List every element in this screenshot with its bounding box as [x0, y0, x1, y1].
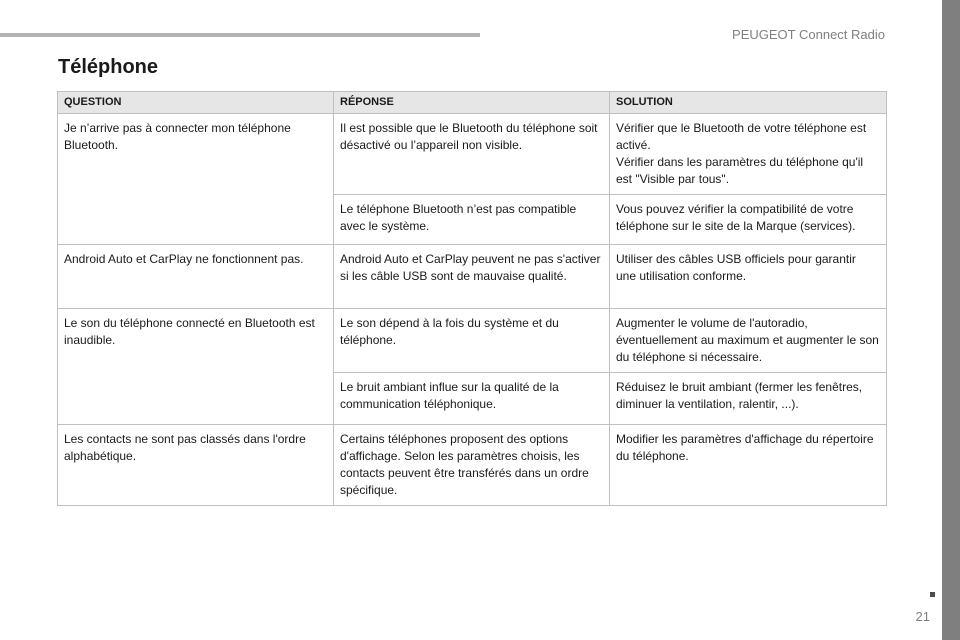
question-cell	[58, 309, 334, 425]
solution-cell	[610, 373, 887, 425]
column-header-question: QUESTION	[58, 92, 334, 114]
reponse-text: Android Auto et CarPlay peuvent ne pas s'activer si les câble USB sont de mauvaise qualité.	[340, 252, 601, 283]
solution-text: Vérifier que le Bluetooth de votre téléphone est activé. Vérifier dans les paramètres du téléphone qu'il est "Visible par tous".	[616, 121, 867, 186]
column-header-solution: SOLUTION	[610, 92, 887, 114]
question-cell	[58, 114, 334, 245]
header-rule	[0, 33, 480, 37]
table-row	[58, 309, 887, 373]
page-title: Téléphone	[58, 56, 159, 78]
reponse-text: Certains téléphones proposent des options d'affichage. Selon les paramètres choisis, les contacts peuvent être transférés dans un ordre spécifique.	[340, 432, 589, 497]
header-title: PEUGEOT Connect Radio	[732, 27, 885, 42]
question-text: Le son du téléphone connecté en Bluetooth est inaudible.	[64, 316, 315, 347]
solution-text: Modifier les paramètres d'affichage du répertoire du téléphone.	[616, 432, 874, 463]
solution-text: Utiliser des câbles USB officiels pour garantir une utilisation conforme.	[616, 252, 856, 283]
reponse-text: Il est possible que le Bluetooth du téléphone soit désactivé ou l’appareil non visible.	[340, 121, 598, 152]
solution-text: Vous pouvez vérifier la compatibilité de votre téléphone sur le site de la Marque (services).	[616, 202, 856, 233]
reponse-cell	[334, 309, 610, 373]
reponse-text: Le bruit ambiant influe sur la qualité de la communication téléphonique.	[340, 380, 559, 411]
table-row	[58, 114, 887, 195]
question-text: Je n’arrive pas à connecter mon téléphone Bluetooth.	[64, 121, 291, 152]
solution-text: Augmenter le volume de l'autoradio, éventuellement au maximum et augmenter le son du téléphone si nécessaire.	[616, 316, 879, 364]
table-header-row	[58, 92, 887, 114]
page-marker	[930, 592, 935, 597]
solution-cell	[610, 309, 887, 373]
solution-cell	[610, 195, 887, 245]
table-row	[58, 425, 887, 506]
question-cell	[58, 425, 334, 506]
faq-table	[57, 91, 887, 506]
question-cell	[58, 245, 334, 309]
solution-cell	[610, 114, 887, 195]
solution-cell	[610, 425, 887, 506]
solution-cell	[610, 245, 887, 309]
reponse-cell	[334, 114, 610, 195]
solution-text: Réduisez le bruit ambiant (fermer les fenêtres, diminuer la ventilation, ralentir, ...).	[616, 380, 863, 411]
reponse-text: Le téléphone Bluetooth n’est pas compatible avec le système.	[340, 202, 577, 233]
question-text: Les contacts ne sont pas classés dans l'ordre alphabétique.	[64, 432, 306, 463]
reponse-text: Le son dépend à la fois du système et du téléphone.	[340, 316, 559, 347]
reponse-cell	[334, 425, 610, 506]
page-number: 21	[915, 609, 930, 624]
table-row	[58, 245, 887, 309]
reponse-cell	[334, 195, 610, 245]
question-text: Android Auto et CarPlay ne fonctionnent pas.	[64, 252, 304, 266]
reponse-cell	[334, 245, 610, 309]
column-header-reponse: RÉPONSE	[334, 92, 610, 114]
side-band	[942, 0, 960, 640]
reponse-cell	[334, 373, 610, 425]
